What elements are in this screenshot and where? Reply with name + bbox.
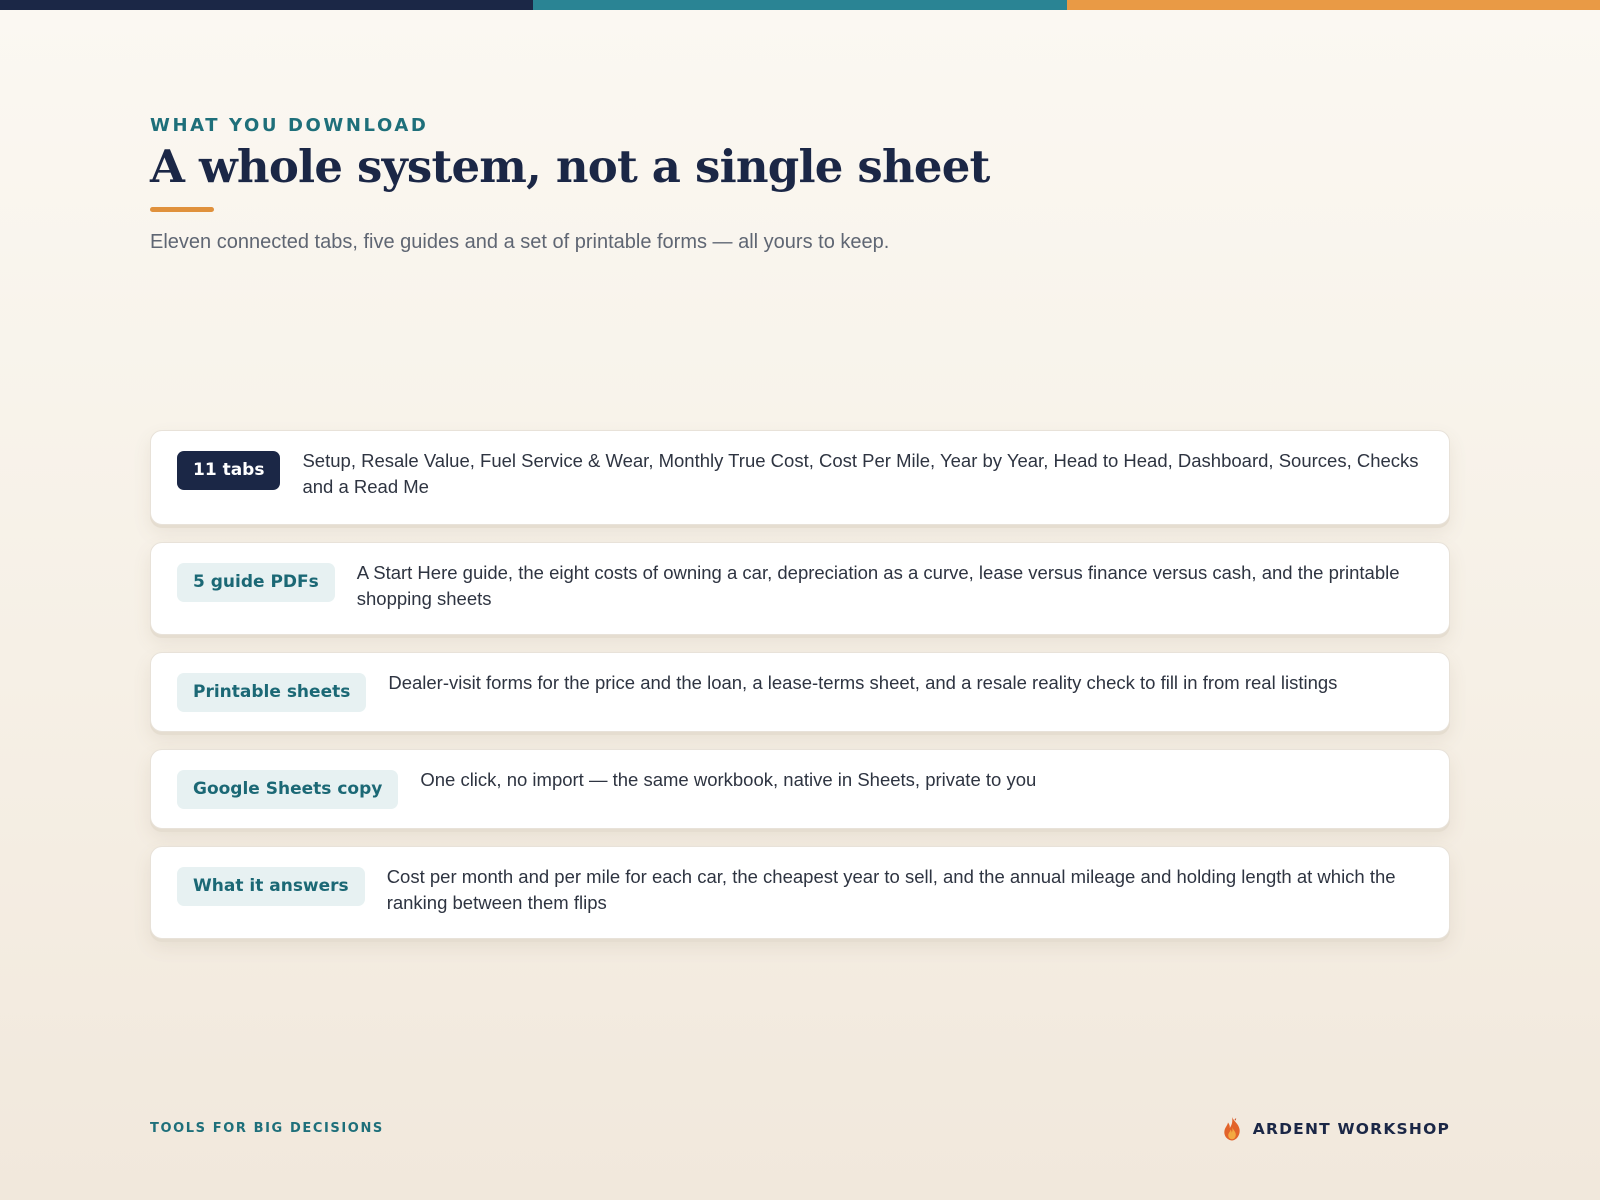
flame-icon: [1221, 1116, 1243, 1142]
item-description-google-sheets: One click, no import — the same workbook, native in Sheets, private to you: [420, 769, 1037, 790]
item-card-answers: [150, 846, 1450, 939]
page-title: A whole system, not a single sheet: [150, 140, 990, 193]
item-description-guides: A Start Here guide, the eight costs of owning a car, depreciation as a curve, lease versus finance versus cash, and the printable shopping sheets: [356, 562, 1400, 609]
item-badge-tabs: 11 tabs: [177, 451, 280, 490]
title-underline: [150, 207, 214, 212]
item-card-google-sheets: [150, 749, 1450, 829]
item-card-printables: [150, 652, 1450, 732]
item-badge-answers: What it answers: [177, 867, 365, 906]
brand-name: ARDENT WORKSHOP: [1252, 1120, 1450, 1138]
item-card-tabs: [150, 430, 1450, 525]
accent-segment-teal: [533, 0, 1066, 10]
download-items-list: [150, 430, 1450, 939]
item-description-printables: Dealer-visit forms for the price and the loan, a lease-terms sheet, and a resale reality check to fill in from real listings: [388, 672, 1338, 693]
page-subtitle: Eleven connected tabs, five guides and a set of printable forms — all yours to keep.: [150, 231, 890, 253]
accent-segment-navy: [0, 0, 533, 10]
item-description-answers: Cost per month and per mile for each car, the cheapest year to sell, and the annual mileage and holding length at which the ranking between them flips: [386, 866, 1396, 913]
item-badge-google-sheets: Google Sheets copy: [177, 770, 398, 809]
section-eyebrow: WHAT YOU DOWNLOAD: [150, 115, 429, 136]
item-badge-printables: Printable sheets: [177, 673, 366, 712]
top-accent-bar: [0, 0, 1600, 10]
footer-brand: [1221, 1116, 1450, 1142]
accent-segment-orange: [1067, 0, 1600, 10]
item-card-guides: [150, 542, 1450, 635]
footer-tagline: TOOLS FOR BIG DECISIONS: [150, 1121, 384, 1136]
item-description-tabs: Setup, Resale Value, Fuel Service & Wear, Monthly True Cost, Cost Per Mile, Year by Year, Head to Head, Dashboard, Sources, Checks and a Read Me: [302, 450, 1419, 497]
item-badge-guides: 5 guide PDFs: [177, 563, 335, 602]
